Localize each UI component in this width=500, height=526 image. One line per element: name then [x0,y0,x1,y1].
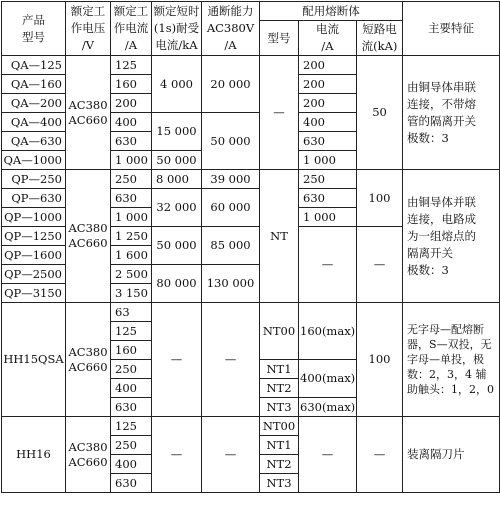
breaking-cell: 85 000 [202,227,260,265]
features-line: 极数：3 [407,130,449,145]
current-cell: 630 [111,474,152,493]
current-cell: 250 [111,360,152,379]
fuse-current-cell: 630(max) [299,398,357,417]
header-model [2,2,66,56]
fuse-current-cell: 400 [299,113,357,132]
voltage-cell [66,170,111,303]
model-cell: HH15QSA [2,303,66,417]
model-cell: QP—1250 [2,227,66,246]
short-time-cell: 4 000 [152,56,202,113]
breaking-cell: — [202,417,260,493]
header-features: 主要特征 [403,2,500,56]
current-cell: 630 [111,398,152,417]
model-cell: QP—250 [2,170,66,189]
current-cell: 200 [111,94,152,113]
table-row [2,170,500,189]
short-time-cell: 32 000 [152,189,202,227]
header-model-line1: 产品 [22,12,45,27]
voltage-line: AC660 [68,236,108,250]
header-voltage-line3: /V [81,38,95,52]
header-breaking-line2: AC380V [206,21,255,35]
fuse-current-cell: 200 [299,94,357,113]
current-cell: 630 [111,189,152,208]
fuse-model-cell: NT3 [260,398,299,417]
header-current-line2: 作电流 [113,21,149,35]
fuse-model-cell: NT00 [260,417,299,436]
short-time-cell: 50 000 [152,227,202,265]
voltage-line: AC380 [68,344,108,359]
voltage-cell [66,56,111,170]
model-cell: QA—400 [2,113,66,132]
current-cell: 400 [111,379,152,398]
header-current-line3: /A [124,38,138,52]
features-line: 由铜导体串联 [407,79,477,94]
fuse-short-cell: — [357,417,403,493]
model-cell: QP—1000 [2,208,66,227]
breaking-cell: — [202,303,260,417]
breaking-cell: 130 000 [202,265,260,303]
short-time-cell: — [152,417,202,493]
fuse-current-cell: 400(max) [299,360,357,398]
fuse-model-cell: — [260,56,299,170]
header-fuse-current-line1: 电流 [316,22,339,36]
table-row [2,56,500,75]
current-cell: 400 [111,113,152,132]
fuse-current-cell: 630 [299,189,357,208]
fuse-current-cell: 200 [299,75,357,94]
current-cell: 1 600 [111,246,152,265]
breaking-cell: 60 000 [202,189,260,227]
fuse-model-cell: NT1 [260,360,299,379]
fuse-model-cell: NT1 [260,436,299,455]
header-breaking-line3: /A [224,38,237,52]
features-cell: 装离隔刀片 [403,417,500,493]
header-breaking-line1: 通断能力 [207,4,254,18]
fuse-current-cell: 630 [299,132,357,151]
header-short-time-line1: 额定短时 [153,4,200,18]
voltage-line: AC380 [68,97,108,112]
voltage-line: AC380 [68,221,108,235]
features-cell [403,170,500,303]
model-cell: QA—125 [2,56,66,75]
voltage-cell [66,303,111,417]
features-line: 隔离开关 [407,245,454,260]
fuse-current-cell: 1 000 [299,151,357,170]
current-cell: 125 [111,417,152,436]
current-cell: 160 [111,341,152,360]
fuse-short-cell: 100 [357,303,403,417]
current-cell: 3 150 [111,284,152,303]
header-model-line2: 型号 [22,29,45,44]
current-cell: 250 [111,436,152,455]
features-line: 由铜导体并联 [407,194,477,209]
fuse-model-cell: NT00 [260,303,299,360]
fuse-short-cell: 50 [357,56,403,170]
fuse-model-cell: NT2 [260,455,299,474]
current-cell: 2 500 [111,265,152,284]
header-short-time-line3: 电流/kA [155,38,198,52]
voltage-line: AC660 [68,454,108,469]
header-row-1 [2,2,500,21]
fuse-short-cell: 100 [357,170,403,227]
breaking-cell: 50 000 [202,113,260,170]
model-cell: QA—200 [2,94,66,113]
switch-spec-table [1,1,500,493]
features-line: 为一组熔点的 [407,228,477,243]
model-cell: QA—160 [2,75,66,94]
short-time-cell: 50 000 [152,151,202,170]
current-cell: 400 [111,455,152,474]
fuse-current-cell: 160(max) [299,303,357,360]
header-breaking [202,2,260,56]
current-cell: 630 [111,132,152,151]
current-cell: 1 000 [111,151,152,170]
voltage-line: AC380 [68,439,108,454]
current-cell: 125 [111,56,152,75]
header-fuse-model: 型号 [260,21,299,56]
features-line: 极数：3 [407,262,449,277]
current-cell: 160 [111,75,152,94]
model-cell: QP—630 [2,189,66,208]
short-time-cell: 8 000 [152,170,202,189]
voltage-line: AC660 [68,112,108,127]
table-row [2,303,500,322]
short-time-cell: 15 000 [152,113,202,151]
fuse-current-cell: 250 [299,170,357,189]
fuse-current-cell: 1 000 [299,208,357,227]
header-fuse-current [299,21,357,56]
current-cell: 125 [111,322,152,341]
fuse-current-cell: — [299,417,357,493]
fuse-current-cell: — [299,227,357,303]
header-fuse-short-line1: 短路电 [362,22,397,36]
voltage-cell [66,417,111,493]
model-cell: QP—2500 [2,265,66,284]
header-voltage [66,2,111,56]
header-voltage-line1: 额定工 [70,4,106,18]
header-short-time [152,2,202,56]
short-time-cell: 80 000 [152,265,202,303]
features-line: 管的隔离开关 [407,113,477,128]
features-line: 连接，电路成 [407,211,477,226]
short-time-cell: — [152,303,202,417]
breaking-cell: 20 000 [202,56,260,113]
fuse-model-cell: NT2 [260,379,299,398]
header-fuse-short [357,21,403,56]
header-short-time-line2: (1s)耐受 [153,21,200,35]
fuse-short-cell: — [357,227,403,303]
model-cell: QP—1600 [2,246,66,265]
voltage-line: AC660 [68,359,108,374]
model-cell: QA—630 [2,132,66,151]
header-fuse-current-line2: /A [321,39,334,53]
current-cell: 63 [111,303,152,322]
header-voltage-line2: 作电压 [70,21,106,35]
table-row [2,417,500,436]
features-line: 连接，不带熔 [407,96,477,111]
model-cell: HH16 [2,417,66,493]
features-cell: 无字母—配熔断器，S—双投，无字母—单投，极数：2，3，4 辅助触头：1，2，0 [403,303,500,417]
header-fuse-short-line2: 流(kA) [361,39,398,53]
current-cell: 1 250 [111,227,152,246]
features-cell [403,56,500,170]
header-current-line1: 额定工 [113,4,149,18]
fuse-model-cell: NT [260,170,299,303]
header-fuse-group: 配用熔断体 [260,2,403,21]
breaking-cell: 39 000 [202,170,260,189]
model-cell: QA—1000 [2,151,66,170]
fuse-model-cell: NT3 [260,474,299,493]
current-cell: 250 [111,170,152,189]
model-cell: QP—3150 [2,284,66,303]
fuse-current-cell: 200 [299,56,357,75]
current-cell: 1 000 [111,208,152,227]
header-current [111,2,152,56]
